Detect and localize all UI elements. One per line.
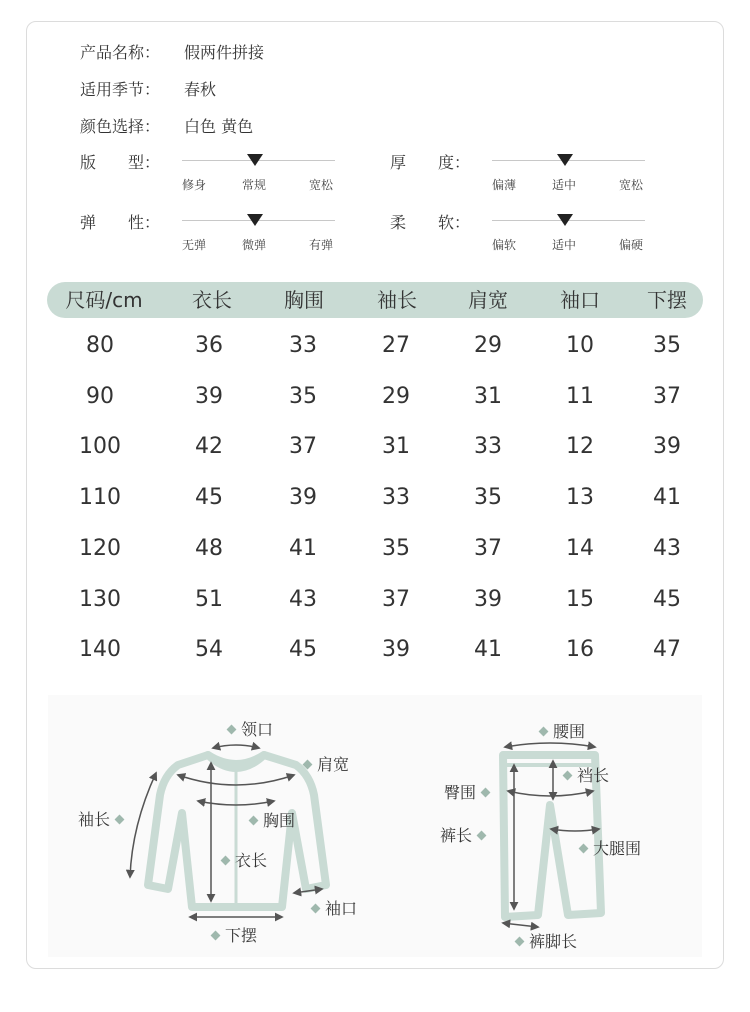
scale-softness xyxy=(390,210,650,255)
table-cell: 29 xyxy=(474,333,502,358)
table-cell: 41 xyxy=(653,485,681,511)
table-cell: 37 xyxy=(382,586,410,612)
label-text: 腰围 xyxy=(553,722,586,741)
diamond-icon xyxy=(115,815,125,825)
table-cell: 35 xyxy=(474,485,502,511)
label-text: 裤脚长 xyxy=(529,932,578,951)
table-cell: 39 xyxy=(195,383,223,409)
scale-option: 宽松 xyxy=(619,178,644,192)
info-value: 假两件拼接 xyxy=(184,43,265,62)
table-cell: 39 xyxy=(653,434,681,460)
diamond-icon xyxy=(211,931,221,941)
table-cell: 33 xyxy=(474,434,502,460)
table-cell: 43 xyxy=(289,586,317,612)
scale-option: 偏硬 xyxy=(619,238,644,252)
scale-label: 弹 性： xyxy=(80,213,161,232)
table-cell: 33 xyxy=(382,485,410,511)
header-sleeve: 袖长 xyxy=(377,288,417,312)
scale-option: 适中 xyxy=(552,238,577,252)
scale-option: 修身 xyxy=(182,178,207,192)
table-cell: 11 xyxy=(566,383,594,409)
label-chest xyxy=(244,808,295,831)
table-cell: 41 xyxy=(474,637,502,663)
scale-option: 微弹 xyxy=(242,238,267,252)
table-cell: 36 xyxy=(195,333,223,358)
label-pant-length xyxy=(440,823,491,846)
header-shoulder: 肩宽 xyxy=(468,288,508,312)
label-text: 裤长 xyxy=(440,826,473,845)
selected-marker-icon xyxy=(247,154,263,166)
info-row-season xyxy=(80,77,216,100)
table-cell: 45 xyxy=(195,485,223,511)
selected-marker-icon xyxy=(247,214,263,226)
scale-label: 版 型： xyxy=(80,153,161,172)
selected-marker-icon xyxy=(557,154,573,166)
scale-option: 偏薄 xyxy=(492,178,517,192)
label-length xyxy=(216,848,267,871)
scale-label: 柔 软： xyxy=(390,213,471,232)
table-cell: 15 xyxy=(566,586,594,612)
table-cell: 120 xyxy=(79,535,121,561)
info-row-product-name xyxy=(80,40,264,63)
table-cell: 35 xyxy=(653,333,681,358)
table-cell: 48 xyxy=(195,535,223,561)
table-cell: 130 xyxy=(79,586,121,612)
table-cell: 110 xyxy=(79,485,121,511)
table-cell: 13 xyxy=(566,485,594,511)
scale-option: 有弹 xyxy=(309,238,334,252)
table-cell: 47 xyxy=(653,637,681,663)
scale-option: 宽松 xyxy=(309,178,334,192)
table-cell: 35 xyxy=(382,535,410,561)
label-cuff xyxy=(306,896,357,919)
label-rise xyxy=(558,763,609,786)
info-value: 白色 黄色 xyxy=(184,117,254,136)
label-text: 袖口 xyxy=(325,899,358,918)
table-cell: 39 xyxy=(382,637,410,663)
scale-elasticity xyxy=(80,210,340,255)
label-hem xyxy=(206,923,257,946)
diamond-icon xyxy=(303,760,313,770)
table-cell: 51 xyxy=(195,586,223,612)
diamond-icon xyxy=(311,904,321,914)
label-leg-opening xyxy=(510,929,577,952)
table-cell: 10 xyxy=(566,333,594,358)
label-sleeve xyxy=(78,807,129,830)
diamond-icon xyxy=(249,816,259,826)
diamond-icon xyxy=(515,937,525,947)
label-text: 大腿围 xyxy=(593,839,642,858)
table-cell: 35 xyxy=(289,383,317,409)
diamond-icon xyxy=(227,725,237,735)
table-cell: 31 xyxy=(474,383,502,409)
label-text: 胸围 xyxy=(263,811,296,830)
table-cell: 29 xyxy=(382,383,410,409)
info-row-color xyxy=(80,114,253,137)
info-key: 颜色选择： xyxy=(80,117,161,136)
table-cell: 12 xyxy=(566,434,594,460)
table-cell: 37 xyxy=(653,383,681,409)
label-text: 袖长 xyxy=(78,810,111,829)
diamond-icon xyxy=(477,831,487,841)
table-cell: 37 xyxy=(474,535,502,561)
label-text: 衣长 xyxy=(235,851,268,870)
header-hem: 下摆 xyxy=(647,288,687,312)
info-value: 春秋 xyxy=(184,80,217,99)
header-size: 尺码/cm xyxy=(65,288,143,312)
scale-fit xyxy=(80,150,340,195)
table-cell: 14 xyxy=(566,535,594,561)
header-chest: 胸围 xyxy=(284,288,324,312)
table-cell: 41 xyxy=(289,535,317,561)
label-text: 肩宽 xyxy=(317,755,350,774)
label-hip xyxy=(444,780,495,803)
header-cuff: 袖口 xyxy=(560,288,600,312)
diamond-icon xyxy=(563,771,573,781)
table-cell: 100 xyxy=(79,434,121,460)
table-cell: 54 xyxy=(195,637,223,663)
table-cell: 33 xyxy=(289,333,317,358)
label-text: 裆长 xyxy=(577,766,610,785)
scale-option: 偏软 xyxy=(492,238,517,252)
info-key: 产品名称： xyxy=(80,43,161,62)
header-length: 衣长 xyxy=(192,288,232,312)
diamond-icon xyxy=(221,856,231,866)
label-text: 下摆 xyxy=(225,926,258,945)
table-cell: 45 xyxy=(653,586,681,612)
table-cell: 27 xyxy=(382,333,410,358)
table-cell: 31 xyxy=(382,434,410,460)
table-cell: 140 xyxy=(79,637,121,663)
garment-diagram xyxy=(48,695,702,957)
scale-option: 适中 xyxy=(552,178,577,192)
table-cell: 39 xyxy=(474,586,502,612)
table-cell: 80 xyxy=(86,333,114,358)
diamond-icon xyxy=(579,844,589,854)
diamond-icon xyxy=(481,788,491,798)
label-shoulder xyxy=(298,752,349,775)
label-text: 领口 xyxy=(241,720,274,739)
table-cell: 43 xyxy=(653,535,681,561)
selected-marker-icon xyxy=(557,214,573,226)
table-cell: 37 xyxy=(289,434,317,460)
scale-thickness xyxy=(390,150,650,195)
scale-option: 常规 xyxy=(242,178,267,192)
label-text: 臀围 xyxy=(444,783,477,802)
info-key: 适用季节： xyxy=(80,80,161,99)
label-collar xyxy=(222,717,273,740)
label-thigh xyxy=(574,836,641,859)
table-cell: 16 xyxy=(566,637,594,663)
table-cell: 45 xyxy=(289,637,317,663)
diamond-icon xyxy=(539,727,549,737)
scale-option: 无弹 xyxy=(182,238,207,252)
table-cell: 39 xyxy=(289,485,317,511)
table-cell: 42 xyxy=(195,434,223,460)
jacket-icon xyxy=(148,755,326,907)
table-cell: 90 xyxy=(86,383,114,409)
label-waist xyxy=(534,719,585,742)
measurement-diagram xyxy=(48,695,702,957)
scale-label: 厚 度： xyxy=(390,153,471,172)
size-table-header xyxy=(47,282,703,318)
